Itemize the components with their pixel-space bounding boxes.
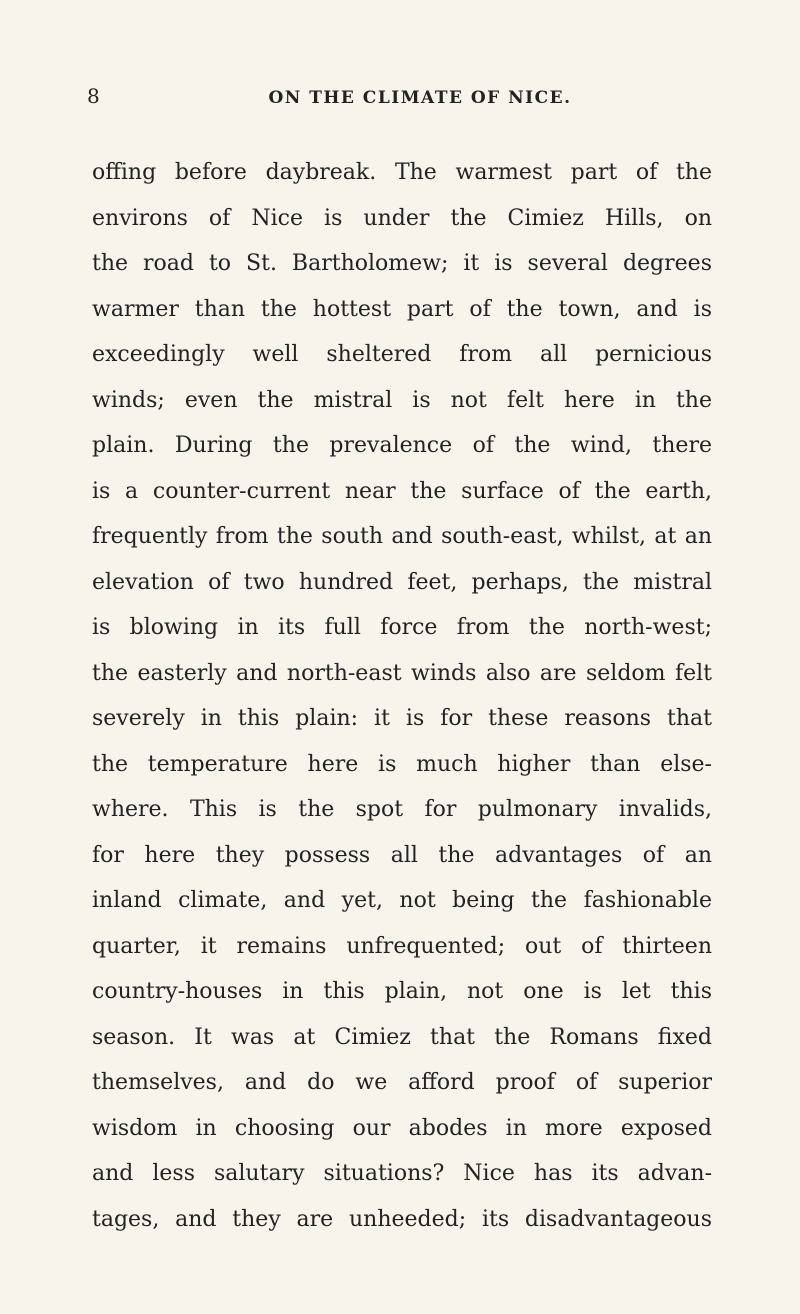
text-line: the easterly and north-east winds also are seldom felt <box>92 660 712 686</box>
text-line: where. This is the spot for pulmonary invalids, <box>92 797 712 822</box>
text-line: the temperature here is much higher than else- <box>92 751 712 777</box>
text-line: the road to St. Bartholomew; it is several degrees <box>92 251 712 276</box>
text-line: environs of Nice is under the Cimiez Hills, on <box>92 205 712 231</box>
text-line: is a counter-current near the surface of the earth, <box>92 478 712 504</box>
text-line: and less salutary situations? Nice has its advan- <box>92 1161 712 1186</box>
text-line: offing before daybreak. The warmest part of the <box>92 160 712 185</box>
text-line: country-houses in this plain, not one is let this <box>92 979 712 1004</box>
body-text <box>92 150 712 1242</box>
page-header <box>0 84 800 114</box>
text-line: inland climate, and yet, not being the fashionable <box>92 888 712 913</box>
text-line: exceedingly well sheltered from all pernicious <box>92 342 712 367</box>
text-line: tages, and they are unheeded; its disadvantageous <box>92 1206 712 1232</box>
text-line: warmer than the hottest part of the town, and is <box>92 296 712 322</box>
text-line: winds; even the mistral is not felt here in the <box>92 387 712 413</box>
text-line: quarter, it remains unfrequented; out of thirteen <box>92 933 712 959</box>
text-line: plain. During the prevalence of the wind, there <box>92 433 712 458</box>
text-line: is blowing in its full force from the north-west; <box>92 615 712 640</box>
text-line: for here they possess all the advantages of an <box>92 842 712 868</box>
running-head: ON THE CLIMATE OF NICE. <box>268 88 572 108</box>
text-line: wisdom in choosing our abodes in more exposed <box>92 1115 712 1141</box>
page-number: 8 <box>87 84 101 108</box>
text-line: elevation of two hundred feet, perhaps, the mistral <box>92 569 712 595</box>
text-line: themselves, and do we afford proof of superior <box>92 1070 712 1095</box>
text-line: season. It was at Cimiez that the Romans fixed <box>92 1024 712 1050</box>
text-line: severely in this plain: it is for these reasons that <box>92 706 712 731</box>
text-line: frequently from the south and south-east, whilst, at an <box>92 524 712 549</box>
